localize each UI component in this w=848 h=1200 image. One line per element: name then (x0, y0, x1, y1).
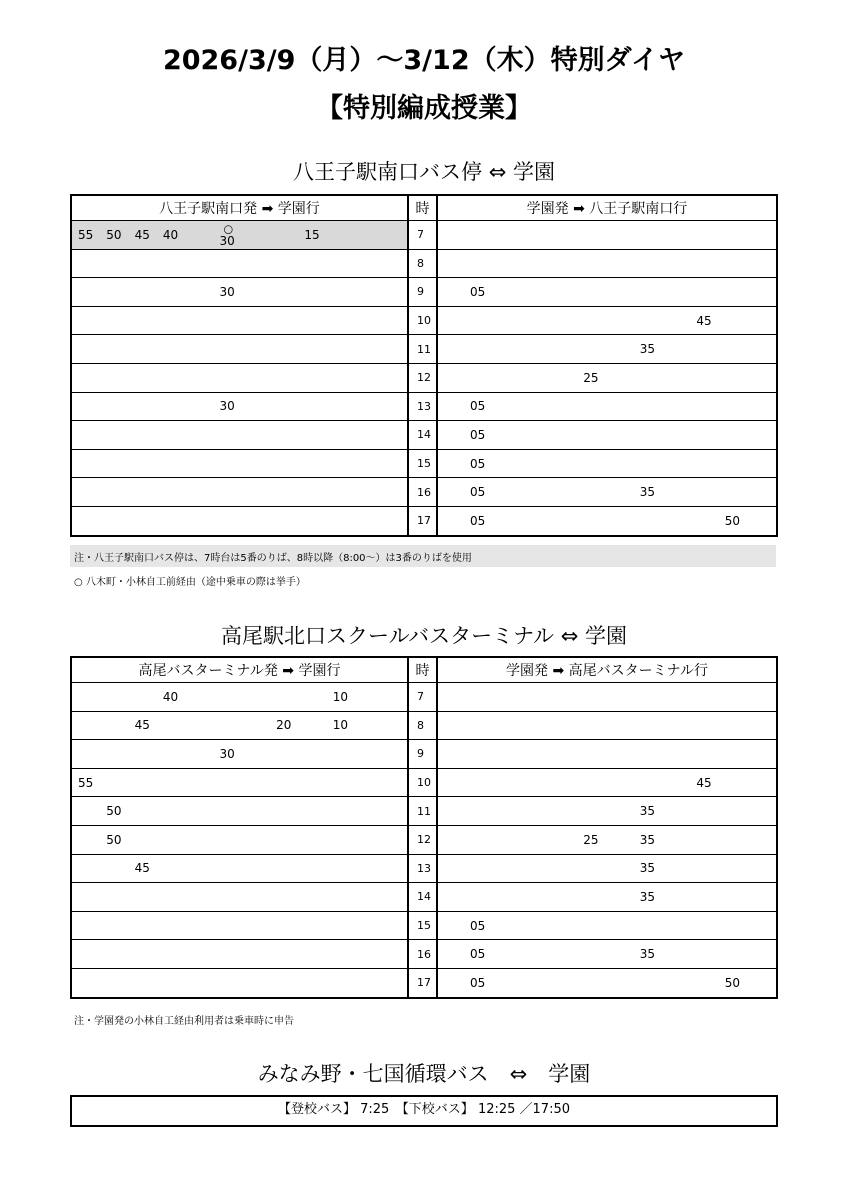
hour-cell: 14 (408, 883, 437, 912)
timetable-takao (70, 656, 778, 999)
header-right: 学園発 ➡ 高尾バスターミナル行 (437, 657, 777, 683)
section1-note1: 注・八王子駅南口バス停は、7時台は5番のりば、8時以降（8:00～）は3番のりばを使用 (74, 553, 472, 564)
table-row (71, 278, 777, 307)
minute: 35 (639, 485, 656, 500)
hour-cell: 15 (408, 449, 437, 478)
departures-to-campus (71, 449, 408, 478)
departures-from-campus (437, 883, 777, 912)
departures-to-campus (71, 740, 408, 769)
hour-cell: 16 (408, 478, 437, 507)
departures-to-campus (71, 306, 408, 335)
departures-from-campus (437, 278, 777, 307)
table-row (71, 683, 777, 712)
hour-cell: 17 (408, 506, 437, 535)
minute: 30 (219, 746, 235, 761)
table-row (71, 797, 777, 826)
page-title: 2026/3/9（月）～3/12（木）特別ダイヤ (162, 45, 686, 76)
hour-cell: 12 (408, 363, 437, 392)
hour-cell: 16 (408, 940, 437, 969)
minute: 50 (724, 975, 740, 990)
table-row (71, 335, 777, 364)
minute: 40 (162, 227, 179, 242)
hour-cell: 15 (408, 911, 437, 940)
table-row (71, 449, 777, 478)
section1-note2: ○ 八木町・小林自工前経由（途中乗車の際は挙手） (74, 577, 306, 588)
table-row (71, 768, 777, 797)
minute: 25 (583, 370, 599, 385)
hour-cell: 8 (408, 711, 437, 740)
minute: 45 (134, 861, 150, 876)
departures-to-campus (71, 363, 408, 392)
departures-from-campus (437, 911, 777, 940)
table-row (71, 911, 777, 940)
hour-cell: 12 (408, 825, 437, 854)
departures-from-campus (437, 306, 777, 335)
minute: 45 (696, 313, 712, 328)
hour-cell: 13 (408, 392, 437, 421)
minute: 50 (106, 832, 122, 847)
departures-to-campus (71, 825, 408, 854)
departures-to-campus (71, 278, 408, 307)
minute: 05 (470, 427, 486, 442)
departures-to-campus (71, 478, 408, 507)
table-row (71, 711, 777, 740)
header-hour: 時 (408, 195, 437, 221)
table-row (71, 478, 777, 507)
table-row (71, 883, 777, 912)
hour-cell: 8 (408, 249, 437, 278)
page-subtitle: 【特別編成授業】 (316, 93, 532, 124)
departures-from-campus (437, 711, 777, 740)
minute: 45 (134, 718, 150, 733)
section2-note1: 注・学園発の小林自工経由利用者は乗車時に申告 (74, 1016, 294, 1027)
minute: 05 (470, 947, 486, 962)
hour-cell: 7 (408, 683, 437, 712)
departures-to-campus (71, 797, 408, 826)
departures-to-campus (71, 249, 408, 278)
table-row (71, 249, 777, 278)
table-row (71, 940, 777, 969)
departures-to-campus (71, 940, 408, 969)
timetable-hachioji (70, 194, 778, 537)
section2-title: 高尾駅北口スクールバスターミナル ⇔ 学園 (220, 624, 627, 648)
minute: 05 (470, 456, 486, 471)
section3-title: みなみ野・七国循環バス ⇔ 学園 (257, 1062, 591, 1086)
departures-from-campus (437, 392, 777, 421)
departures-from-campus (437, 421, 777, 450)
hour-cell: 9 (408, 740, 437, 769)
departures-to-campus (71, 421, 408, 450)
minute: 10 (332, 689, 348, 704)
departures-from-campus (437, 854, 777, 883)
section1-title: 八王子駅南口バス停 ⇔ 学園 (293, 160, 555, 184)
minute: 05 (470, 975, 486, 990)
minute: 50 (724, 513, 740, 528)
header-right: 学園発 ➡ 八王子駅南口行 (437, 195, 777, 221)
table-row (71, 740, 777, 769)
minute: 35 (639, 889, 656, 904)
minute: 35 (639, 804, 656, 819)
minute: 30 (219, 399, 235, 414)
hour-cell: 7 (408, 221, 437, 250)
minute: 45 (696, 775, 712, 790)
minute: 35 (639, 947, 656, 962)
departures-to-campus (71, 911, 408, 940)
table-row (71, 968, 777, 997)
minute: 35 (639, 832, 656, 847)
minute: 05 (470, 918, 486, 933)
departures-from-campus (437, 249, 777, 278)
departures-from-campus (437, 363, 777, 392)
header-left: 高尾バスターミナル発 ➡ 学園行 (71, 657, 408, 683)
table-row (71, 306, 777, 335)
hour-cell: 13 (408, 854, 437, 883)
departures-to-campus (71, 506, 408, 535)
hour-cell: 11 (408, 797, 437, 826)
departures-to-campus (71, 392, 408, 421)
table-row (71, 363, 777, 392)
departures-to-campus (71, 768, 408, 797)
hour-cell: 10 (408, 306, 437, 335)
minute: 05 (470, 485, 486, 500)
departures-from-campus (437, 768, 777, 797)
minute: 30 (219, 233, 235, 248)
departures-from-campus (437, 221, 777, 250)
minute: 05 (470, 284, 486, 299)
departures-to-campus (71, 854, 408, 883)
minute: 15 (304, 227, 320, 242)
minute: 20 (276, 718, 292, 733)
via-mark-icon: ○ (223, 222, 234, 236)
departures-from-campus (437, 683, 777, 712)
departures-to-campus (71, 335, 408, 364)
minute: 40 (162, 689, 179, 704)
header-hour: 時 (408, 657, 437, 683)
departures-from-campus (437, 825, 777, 854)
departures-from-campus (437, 506, 777, 535)
departures-from-campus (437, 797, 777, 826)
header-left: 八王子駅南口発 ➡ 学園行 (71, 195, 408, 221)
departures-from-campus (437, 478, 777, 507)
hour-cell: 14 (408, 421, 437, 450)
minute: 55 (78, 227, 94, 242)
hour-cell: 11 (408, 335, 437, 364)
table-row (71, 421, 777, 450)
departures-from-campus (437, 335, 777, 364)
minute: 35 (639, 342, 656, 357)
minute: 30 (219, 284, 235, 299)
hour-cell: 10 (408, 768, 437, 797)
minute: 50 (106, 227, 122, 242)
minute: 35 (639, 861, 656, 876)
loop-bus-times: 【登校バス】 7:25 【下校バス】 12:25 ／17:50 (70, 1095, 778, 1127)
minute: 55 (78, 775, 94, 790)
minute: 10 (332, 718, 348, 733)
table-row (71, 825, 777, 854)
departures-from-campus (437, 740, 777, 769)
table-row (71, 392, 777, 421)
table-row (71, 221, 777, 250)
minute: 25 (583, 832, 599, 847)
departures-to-campus (71, 711, 408, 740)
departures-from-campus (437, 449, 777, 478)
hour-cell: 9 (408, 278, 437, 307)
departures-to-campus (71, 683, 408, 712)
departures-to-campus (71, 221, 408, 250)
minute: 45 (134, 227, 150, 242)
departures-from-campus (437, 968, 777, 997)
hour-cell: 17 (408, 968, 437, 997)
table-row (71, 854, 777, 883)
minute: 05 (470, 513, 486, 528)
departures-to-campus (71, 968, 408, 997)
departures-to-campus (71, 883, 408, 912)
minute: 50 (106, 804, 122, 819)
minute: 05 (470, 399, 486, 414)
table-row (71, 506, 777, 535)
departures-from-campus (437, 940, 777, 969)
